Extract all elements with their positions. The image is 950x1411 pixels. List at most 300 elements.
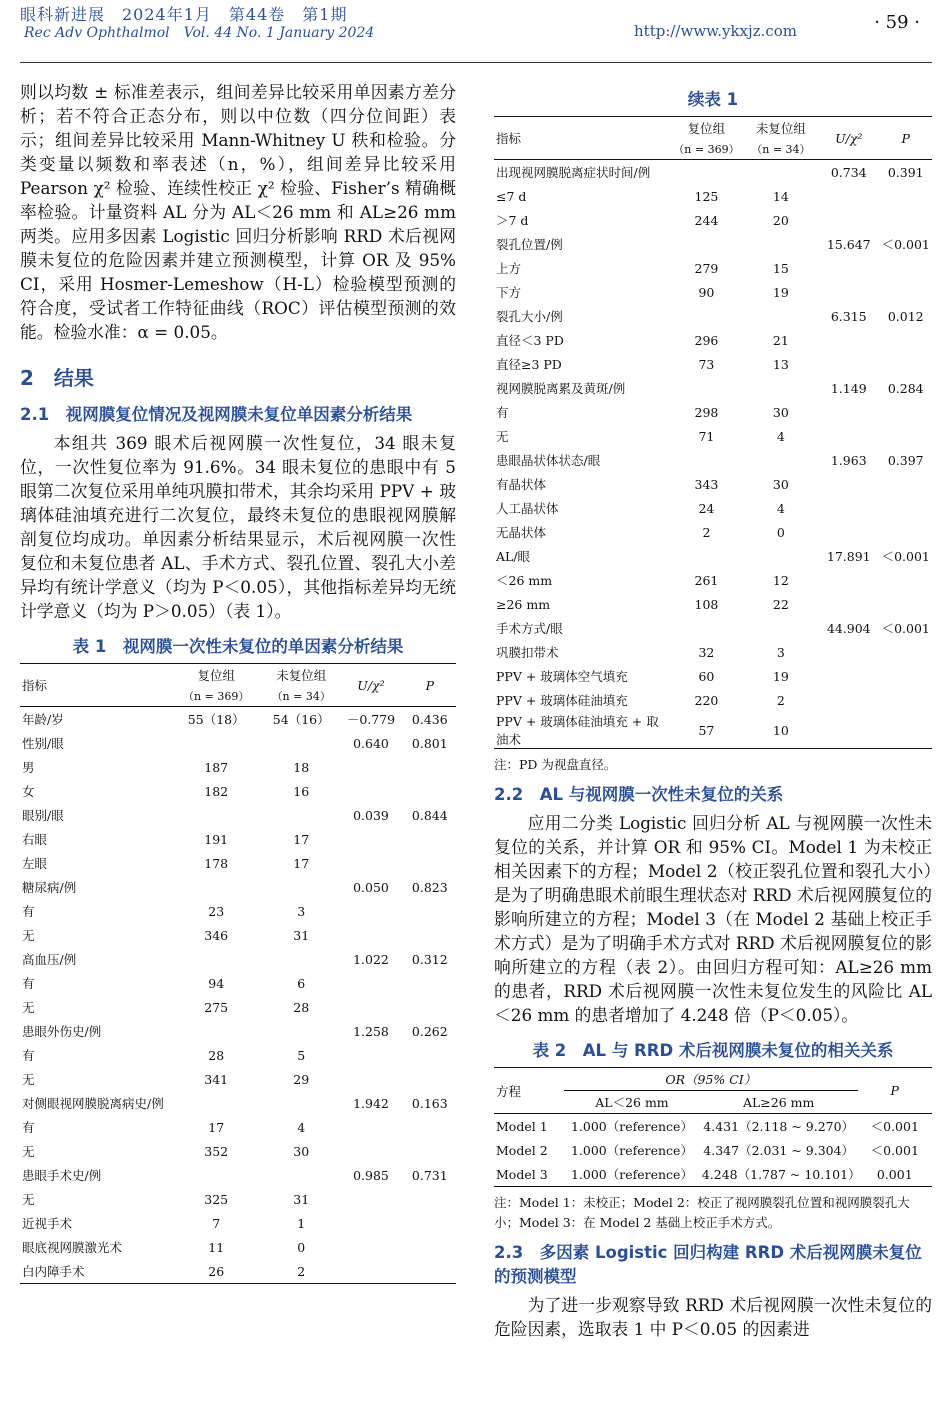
cell-p: ＜0.001: [881, 237, 930, 252]
cell-stat: [818, 424, 879, 448]
cell-failed: 14: [772, 188, 789, 204]
cell-indicator: 患眼手术史/例: [22, 1168, 102, 1183]
cell-indicator: 眼底视网膜激光术: [22, 1240, 123, 1255]
cell-indicator: 裂孔大小/例: [496, 309, 563, 324]
cell-p: 0.284: [887, 380, 924, 396]
table-row: [20, 851, 456, 875]
cell-p: 0.001: [858, 1162, 932, 1187]
cell-failed: [744, 616, 818, 640]
cell-failed: 30: [293, 1143, 310, 1159]
cell-stat: [818, 352, 879, 376]
cell-failed: 0: [297, 1239, 306, 1255]
cell-stat: 0.640: [353, 735, 389, 751]
table-row: [494, 184, 932, 208]
table-row: [20, 923, 456, 947]
cell-stat: [818, 256, 879, 280]
cell-reattached: [669, 304, 743, 328]
cell-al-ge: 4.248（1.787 ~ 10.101）: [700, 1162, 858, 1187]
section-results-heading: 2 结果: [20, 366, 94, 390]
cell-indicator: 手术方式/眼: [496, 621, 563, 636]
cell-failed: 22: [772, 596, 789, 612]
cell-p: 0.163: [411, 1095, 448, 1111]
cell-indicator: 左眼: [22, 856, 48, 871]
cell-indicator: 有: [496, 405, 509, 420]
table-row: [494, 544, 932, 568]
th-stat: U/χ²: [818, 117, 879, 160]
cell-p: ＜0.001: [870, 1143, 919, 1158]
th-reattached-n: （n = 369）: [168, 686, 264, 707]
cell-stat: [338, 971, 403, 995]
cell-p: [404, 1043, 456, 1067]
cell-failed: [744, 448, 818, 472]
cell-reattached: 26: [168, 1259, 264, 1284]
cell-p: [879, 184, 932, 208]
cell-reattached: 55（18）: [187, 712, 245, 727]
table-row: [494, 160, 932, 185]
table-row: [494, 232, 932, 256]
cell-failed: [744, 160, 818, 185]
cell-stat: [818, 688, 879, 712]
table-row: [494, 448, 932, 472]
cell-failed: [264, 803, 338, 827]
cell-indicator: 有: [22, 1048, 35, 1063]
cell-stat: [818, 496, 879, 520]
cell-p: [879, 496, 932, 520]
cell-indicator: AL/眼: [496, 549, 531, 564]
cell-al-lt: 1.000（reference）: [570, 1119, 693, 1134]
methods-paragraph: 则以均数 ± 标准差表示，组间差异比较采用单因素方差分析；若不符合正态分布，则以中位数（四分位间距）表示；组间差异比较采用 Mann-Whitney U 秩和检验。分类变量以频数和率表述（n，%），组间差异比较采用 Pearson χ² 检验、连续性校正 χ² 检验、Fisher’s 精确概率检验。计量资料 AL 分为 AL＜26 mm 和 AL≥26 mm 两类。应用多因素 Logistic 回归分析影响 RRD 术后视网膜未复位的危险因素并建立预测模型，计算 OR 及 95% CI，采用 Hosmer-Lemeshow（H-L）检验模型预测的符合度，受试者工作特征曲线（ROC）评估模型预测的效能。检验水准：α = 0.05。: [20, 82, 456, 342]
cell-failed: [264, 1019, 338, 1043]
table-row: [20, 1139, 456, 1163]
cell-stat: [818, 664, 879, 688]
cell-stat: [338, 899, 403, 923]
cell-failed: 31: [293, 1191, 310, 1207]
table-row: [20, 779, 456, 803]
cell-stat: [338, 1139, 403, 1163]
cell-failed: [744, 376, 818, 400]
journal-title: 眼科新进展 2024年1月 第44卷 第1期: [20, 5, 348, 24]
cell-stat: [338, 995, 403, 1019]
cell-p: [404, 1139, 456, 1163]
cell-failed: 54（16）: [272, 712, 330, 727]
cell-failed: 19: [772, 284, 789, 300]
table-row: [494, 472, 932, 496]
t2-th-or: OR（95% CI）: [564, 1068, 857, 1091]
cell-indicator: 糖尿病/例: [22, 880, 77, 895]
table-row: [20, 755, 456, 779]
cell-indicator: PPV + 玻璃体硅油填充: [496, 693, 628, 708]
cell-indicator: 视网膜脱离累及黄斑/例: [496, 381, 626, 396]
th-reattached: 复位组: [168, 664, 264, 687]
cell-p: [404, 851, 456, 875]
table-row: [20, 971, 456, 995]
cell-failed: 29: [293, 1071, 310, 1087]
table-row: [494, 568, 932, 592]
table2-caption: 表 2 AL 与 RRD 术后视网膜未复位的相关关系: [532, 1041, 894, 1060]
cell-stat: [818, 400, 879, 424]
cell-indicator: ≥26 mm: [496, 596, 551, 612]
cell-indicator: 有晶状体: [496, 477, 547, 492]
cell-p: [879, 328, 932, 352]
cell-p: 0.391: [887, 164, 924, 180]
cell-al-lt: 1.000（reference）: [570, 1143, 693, 1158]
table1: [20, 663, 456, 1284]
table-row: [494, 664, 932, 688]
t2-th-al-ge: AL≥26 mm: [700, 1091, 858, 1114]
cell-reattached: 341: [204, 1071, 229, 1087]
cell-stat: 0.039: [353, 807, 389, 823]
cell-indicator: 无: [22, 1192, 35, 1207]
cell-failed: 1: [297, 1215, 306, 1231]
table-row: [494, 712, 932, 749]
section-2-3-heading: 2.3 多因素 Logistic 回归构建 RRD 术后视网膜未复位的预测模型: [494, 1243, 922, 1286]
th-p: P: [879, 117, 932, 160]
cell-failed: 17: [293, 855, 310, 871]
cell-p: ＜0.001: [870, 1119, 919, 1134]
cell-indicator: 对侧眼视网膜脱离病史/例: [22, 1096, 164, 1111]
cell-stat: [338, 755, 403, 779]
cell-stat: [338, 1043, 403, 1067]
th-failed: 未复位组: [264, 664, 338, 687]
th-p: P: [404, 664, 456, 707]
table-row: [494, 376, 932, 400]
cell-reattached: 125: [694, 188, 719, 204]
cell-p: 0.397: [887, 452, 924, 468]
cell-indicator: 患眼晶状体状态/眼: [496, 453, 601, 468]
cell-indicator: 患眼外伤史/例: [22, 1024, 102, 1039]
cell-p: [879, 208, 932, 232]
cell-reattached: 325: [204, 1191, 229, 1207]
cell-stat: 0.050: [353, 879, 389, 895]
cell-failed: [744, 232, 818, 256]
cell-reattached: 90: [698, 284, 715, 300]
t2-th-equation: 方程: [494, 1068, 564, 1114]
cell-reattached: 73: [698, 356, 715, 372]
cell-p: [879, 472, 932, 496]
cell-stat: 1.149: [830, 380, 867, 396]
cell-p: [404, 971, 456, 995]
th-indicator: 指标: [494, 117, 669, 160]
cell-reattached: [669, 376, 743, 400]
cell-reattached: [669, 232, 743, 256]
table-row: [20, 803, 456, 827]
cell-stat: 6.315: [830, 308, 867, 324]
cell-reattached: 346: [204, 927, 229, 943]
cell-stat: [338, 923, 403, 947]
table-row: [20, 1019, 456, 1043]
cell-reattached: 182: [204, 783, 229, 799]
cell-failed: 18: [293, 759, 310, 775]
cell-model: Model 2: [496, 1142, 548, 1158]
table-row: [494, 640, 932, 664]
cell-stat: 17.891: [826, 548, 871, 564]
cell-indicator: 高血压/例: [22, 952, 77, 967]
cell-model: Model 1: [496, 1118, 548, 1134]
cell-indicator: ＜26 mm: [496, 573, 553, 588]
cell-stat: [338, 1067, 403, 1091]
cell-reattached: [669, 448, 743, 472]
cell-p: [879, 640, 932, 664]
cell-indicator: PPV + 玻璃体硅油填充 + 取油术: [494, 712, 669, 749]
cell-failed: 12: [772, 572, 789, 588]
cell-failed: 21: [772, 332, 789, 348]
cell-reattached: 32: [698, 644, 715, 660]
table-row: [494, 1138, 932, 1162]
cell-reattached: 60: [698, 668, 715, 684]
cell-indicator: 无晶状体: [496, 525, 547, 540]
cell-failed: [744, 544, 818, 568]
cell-p: [879, 712, 932, 749]
cell-stat: [818, 520, 879, 544]
cell-reattached: [168, 803, 264, 827]
cell-indicator: 巩膜扣带术: [496, 645, 559, 660]
cell-failed: [264, 947, 338, 971]
cell-failed: 3: [297, 903, 306, 919]
cell-indicator: 无: [22, 928, 35, 943]
cell-indicator: 女: [22, 784, 35, 799]
cell-reattached: 191: [204, 831, 229, 847]
table-row: [20, 1115, 456, 1139]
table-row: [494, 208, 932, 232]
cell-stat: [818, 472, 879, 496]
cell-p: [404, 1067, 456, 1091]
cell-p: [879, 592, 932, 616]
cell-reattached: [168, 1019, 264, 1043]
cell-reattached: [168, 731, 264, 755]
table-row: [20, 947, 456, 971]
table2: [494, 1067, 932, 1187]
table1-note: 注：PD 为视盘直径。: [494, 757, 617, 772]
cell-indicator: 近视手术: [22, 1216, 73, 1231]
cell-failed: 2: [776, 692, 785, 708]
cell-reattached: [168, 1091, 264, 1115]
cell-p: [879, 688, 932, 712]
table-row: [20, 827, 456, 851]
th-reattached-n: （n = 369）: [669, 139, 743, 160]
cell-indicator: 人工晶状体: [496, 501, 559, 516]
cell-failed: 6: [297, 975, 306, 991]
cell-failed: 30: [772, 476, 789, 492]
results-paragraph: 本组共 369 眼术后视网膜一次性复位，34 眼未复位，一次性复位率为 91.6%。34 眼未复位的患眼中有 5 眼第二次复位采用单纯巩膜扣带术，其余均采用 PPV + 玻璃体硅油填充进行二次复位，最终未复位的患眼视网膜解剖复位均成功。单因素分析结果显示，术后视网膜一次性复位和未复位患者 AL、手术方式、裂孔位置、裂孔大小差异均有统计学意义（均为 P＜0.05），其他指标差异均无统计学意义（均为 P＞0.05）（表 1）。: [20, 433, 456, 621]
cell-indicator: 无: [22, 1072, 35, 1087]
table-row: [494, 352, 932, 376]
cell-stat: [338, 1259, 403, 1284]
cell-reattached: 2: [702, 524, 711, 540]
left-column: [20, 80, 456, 1284]
cell-reattached: 71: [698, 428, 715, 444]
cell-indicator: ＞7 d: [496, 213, 529, 228]
cell-failed: 4: [776, 500, 785, 516]
cell-failed: 10: [744, 712, 818, 749]
cell-reattached: 261: [694, 572, 719, 588]
cell-stat: [338, 1211, 403, 1235]
cell-stat: [818, 208, 879, 232]
cell-indicator: 裂孔位置/例: [496, 237, 563, 252]
cell-p: [879, 664, 932, 688]
cell-p: [879, 520, 932, 544]
table-row: [494, 400, 932, 424]
cell-stat: 1.022: [353, 951, 389, 967]
cell-reattached: 279: [694, 260, 719, 276]
th-reattached: 复位组: [669, 117, 743, 140]
cell-stat: [338, 827, 403, 851]
cell-stat: 0.985: [353, 1167, 389, 1183]
table-row: [20, 1235, 456, 1259]
cell-p: [404, 995, 456, 1019]
journal-url[interactable]: http://www.ykxjz.com: [634, 22, 797, 40]
cell-p: [404, 1211, 456, 1235]
cell-p: [404, 827, 456, 851]
cell-reattached: 220: [694, 692, 719, 708]
cell-reattached: 178: [204, 855, 229, 871]
cell-stat: [338, 851, 403, 875]
cell-stat: [818, 280, 879, 304]
cell-reattached: 352: [204, 1143, 229, 1159]
logistic-paragraph: 为了进一步观察导致 RRD 术后视网膜一次性未复位的危险因素，选取表 1 中 P＜0.05 的因素进: [494, 1295, 932, 1339]
journal-title-en: Rec Adv Ophthalmol Vol. 44 No. 1 January 2024: [24, 25, 375, 41]
cell-stat: [338, 779, 403, 803]
cell-failed: 31: [293, 927, 310, 943]
cell-stat: [818, 568, 879, 592]
cell-stat: [338, 1235, 403, 1259]
section-2-2-heading: 2.2 AL 与视网膜一次性未复位的关系: [494, 785, 784, 804]
cell-failed: 4: [297, 1119, 306, 1135]
cell-p: [879, 424, 932, 448]
cell-indicator: 无: [496, 429, 509, 444]
cell-p: ＜0.001: [881, 549, 930, 564]
cell-p: [879, 352, 932, 376]
cell-p: ＜0.001: [881, 621, 930, 636]
cell-reattached: 17: [208, 1119, 225, 1135]
cell-stat: －0.779: [346, 712, 396, 727]
cell-indicator: 有: [22, 976, 35, 991]
cell-indicator: 上方: [496, 261, 522, 276]
table-row: [494, 592, 932, 616]
cell-failed: 30: [772, 404, 789, 420]
cell-failed: 0: [776, 524, 785, 540]
cell-p: 0.731: [411, 1167, 448, 1183]
table-row: [494, 616, 932, 640]
cell-p: 0.262: [411, 1023, 448, 1039]
cell-failed: 19: [772, 668, 789, 684]
journal-header: [20, 0, 932, 64]
table-row: [20, 899, 456, 923]
cell-failed: [264, 875, 338, 899]
cell-reattached: 57: [669, 712, 743, 749]
cell-reattached: 275: [204, 999, 229, 1015]
table-row: [494, 1162, 932, 1187]
table-row: [20, 1091, 456, 1115]
cell-indicator: ≤7 d: [496, 188, 527, 204]
cell-p: [404, 899, 456, 923]
cell-indicator: 无: [22, 1144, 35, 1159]
cell-reattached: 343: [694, 476, 719, 492]
cell-reattached: 24: [698, 500, 715, 516]
cell-reattached: [168, 875, 264, 899]
cell-indicator: 有: [22, 904, 35, 919]
th-indicator: 指标: [20, 664, 168, 707]
th-stat: U/χ²: [338, 664, 403, 707]
cell-failed: 28: [293, 999, 310, 1015]
cell-reattached: 23: [208, 903, 225, 919]
cell-p: 0.844: [411, 807, 448, 823]
cell-stat: [818, 592, 879, 616]
table-row: [494, 280, 932, 304]
table-row: [20, 731, 456, 755]
cell-indicator: 右眼: [22, 832, 48, 847]
cell-reattached: 298: [694, 404, 719, 420]
cell-failed: 15: [772, 260, 789, 276]
table-row: [494, 688, 932, 712]
cell-failed: [264, 1091, 338, 1115]
cell-stat: 15.647: [826, 236, 871, 252]
cell-p: [879, 280, 932, 304]
table1-continued: [494, 116, 932, 749]
cell-p: 0.801: [411, 735, 448, 751]
table-row: [494, 1114, 932, 1139]
table-row: [20, 1259, 456, 1284]
cell-failed: 5: [297, 1047, 306, 1063]
cell-p: [404, 923, 456, 947]
cell-indicator: 无: [22, 1000, 35, 1015]
cell-indicator: 下方: [496, 285, 522, 300]
table-row: [494, 328, 932, 352]
cell-failed: [264, 1163, 338, 1187]
cell-p: [404, 779, 456, 803]
cell-reattached: 187: [204, 759, 229, 775]
cell-failed: [264, 731, 338, 755]
table1-caption: 表 1 视网膜一次性未复位的单因素分析结果: [72, 637, 404, 656]
al-paragraph: 应用二分类 Logistic 回归分析 AL 与视网膜一次性未复位的关系，并计算 OR 和 95% CI。Model 1 为未校正相关因素下的方程；Model 2（校正裂孔位置和裂孔大小）是为了明确患眼术前眼生理状态对 RRD 术后视网膜复位的影响所建立的方程；Model 3（在 Model 2 基础上校正手术方式）是为了明确手术方式对 RRD 术后视网膜复位的影响所建立的方程（表 2）。由回归方程可知：AL≥26 mm 的患者，RRD 术后视网膜一次性未复位发生的风险比 AL＜26 mm 的患者增加了 4.248 倍（P＜0.05）。: [494, 813, 932, 1025]
cell-reattached: 108: [694, 596, 719, 612]
table-row: [494, 520, 932, 544]
cell-al-ge: 4.347（2.031 ~ 9.304）: [703, 1143, 855, 1158]
t2-th-al-lt: AL＜26 mm: [564, 1091, 700, 1114]
cell-failed: 2: [264, 1259, 338, 1284]
cell-indicator: PPV + 玻璃体空气填充: [496, 669, 628, 684]
cell-p: 0.312: [411, 951, 448, 967]
cell-p: 0.436: [411, 711, 448, 727]
table-row: [20, 1163, 456, 1187]
cell-p: [404, 1115, 456, 1139]
cell-reattached: 28: [208, 1047, 225, 1063]
table-row: [20, 1211, 456, 1235]
cell-al-lt: 1.000（reference）: [564, 1162, 700, 1187]
cell-indicator: 出现视网膜脱离症状时间/例: [496, 165, 651, 180]
cell-indicator: 年龄/岁: [22, 712, 64, 727]
cell-indicator: 直径＜3 PD: [496, 333, 564, 348]
cell-stat: [818, 712, 879, 749]
table-row: [494, 496, 932, 520]
header-rule: [20, 62, 932, 63]
cell-model: Model 3: [494, 1162, 564, 1187]
cell-indicator: 眼别/眼: [22, 808, 64, 823]
th-failed: 未复位组: [744, 117, 818, 140]
page-number: · 59 ·: [874, 12, 920, 33]
cell-p: [404, 1259, 456, 1284]
cell-reattached: [669, 616, 743, 640]
cell-reattached: [669, 160, 743, 185]
section-2-1-heading: 2.1 视网膜复位情况及视网膜未复位单因素分析结果: [20, 405, 413, 424]
table-row: [20, 1043, 456, 1067]
cell-reattached: 7: [212, 1215, 221, 1231]
cell-failed: 16: [293, 783, 310, 799]
cell-stat: 44.904: [826, 620, 871, 636]
cell-indicator: 性别/眼: [22, 736, 64, 751]
table-row: [20, 995, 456, 1019]
cell-p: 0.823: [411, 879, 448, 895]
right-column: [494, 80, 932, 1341]
